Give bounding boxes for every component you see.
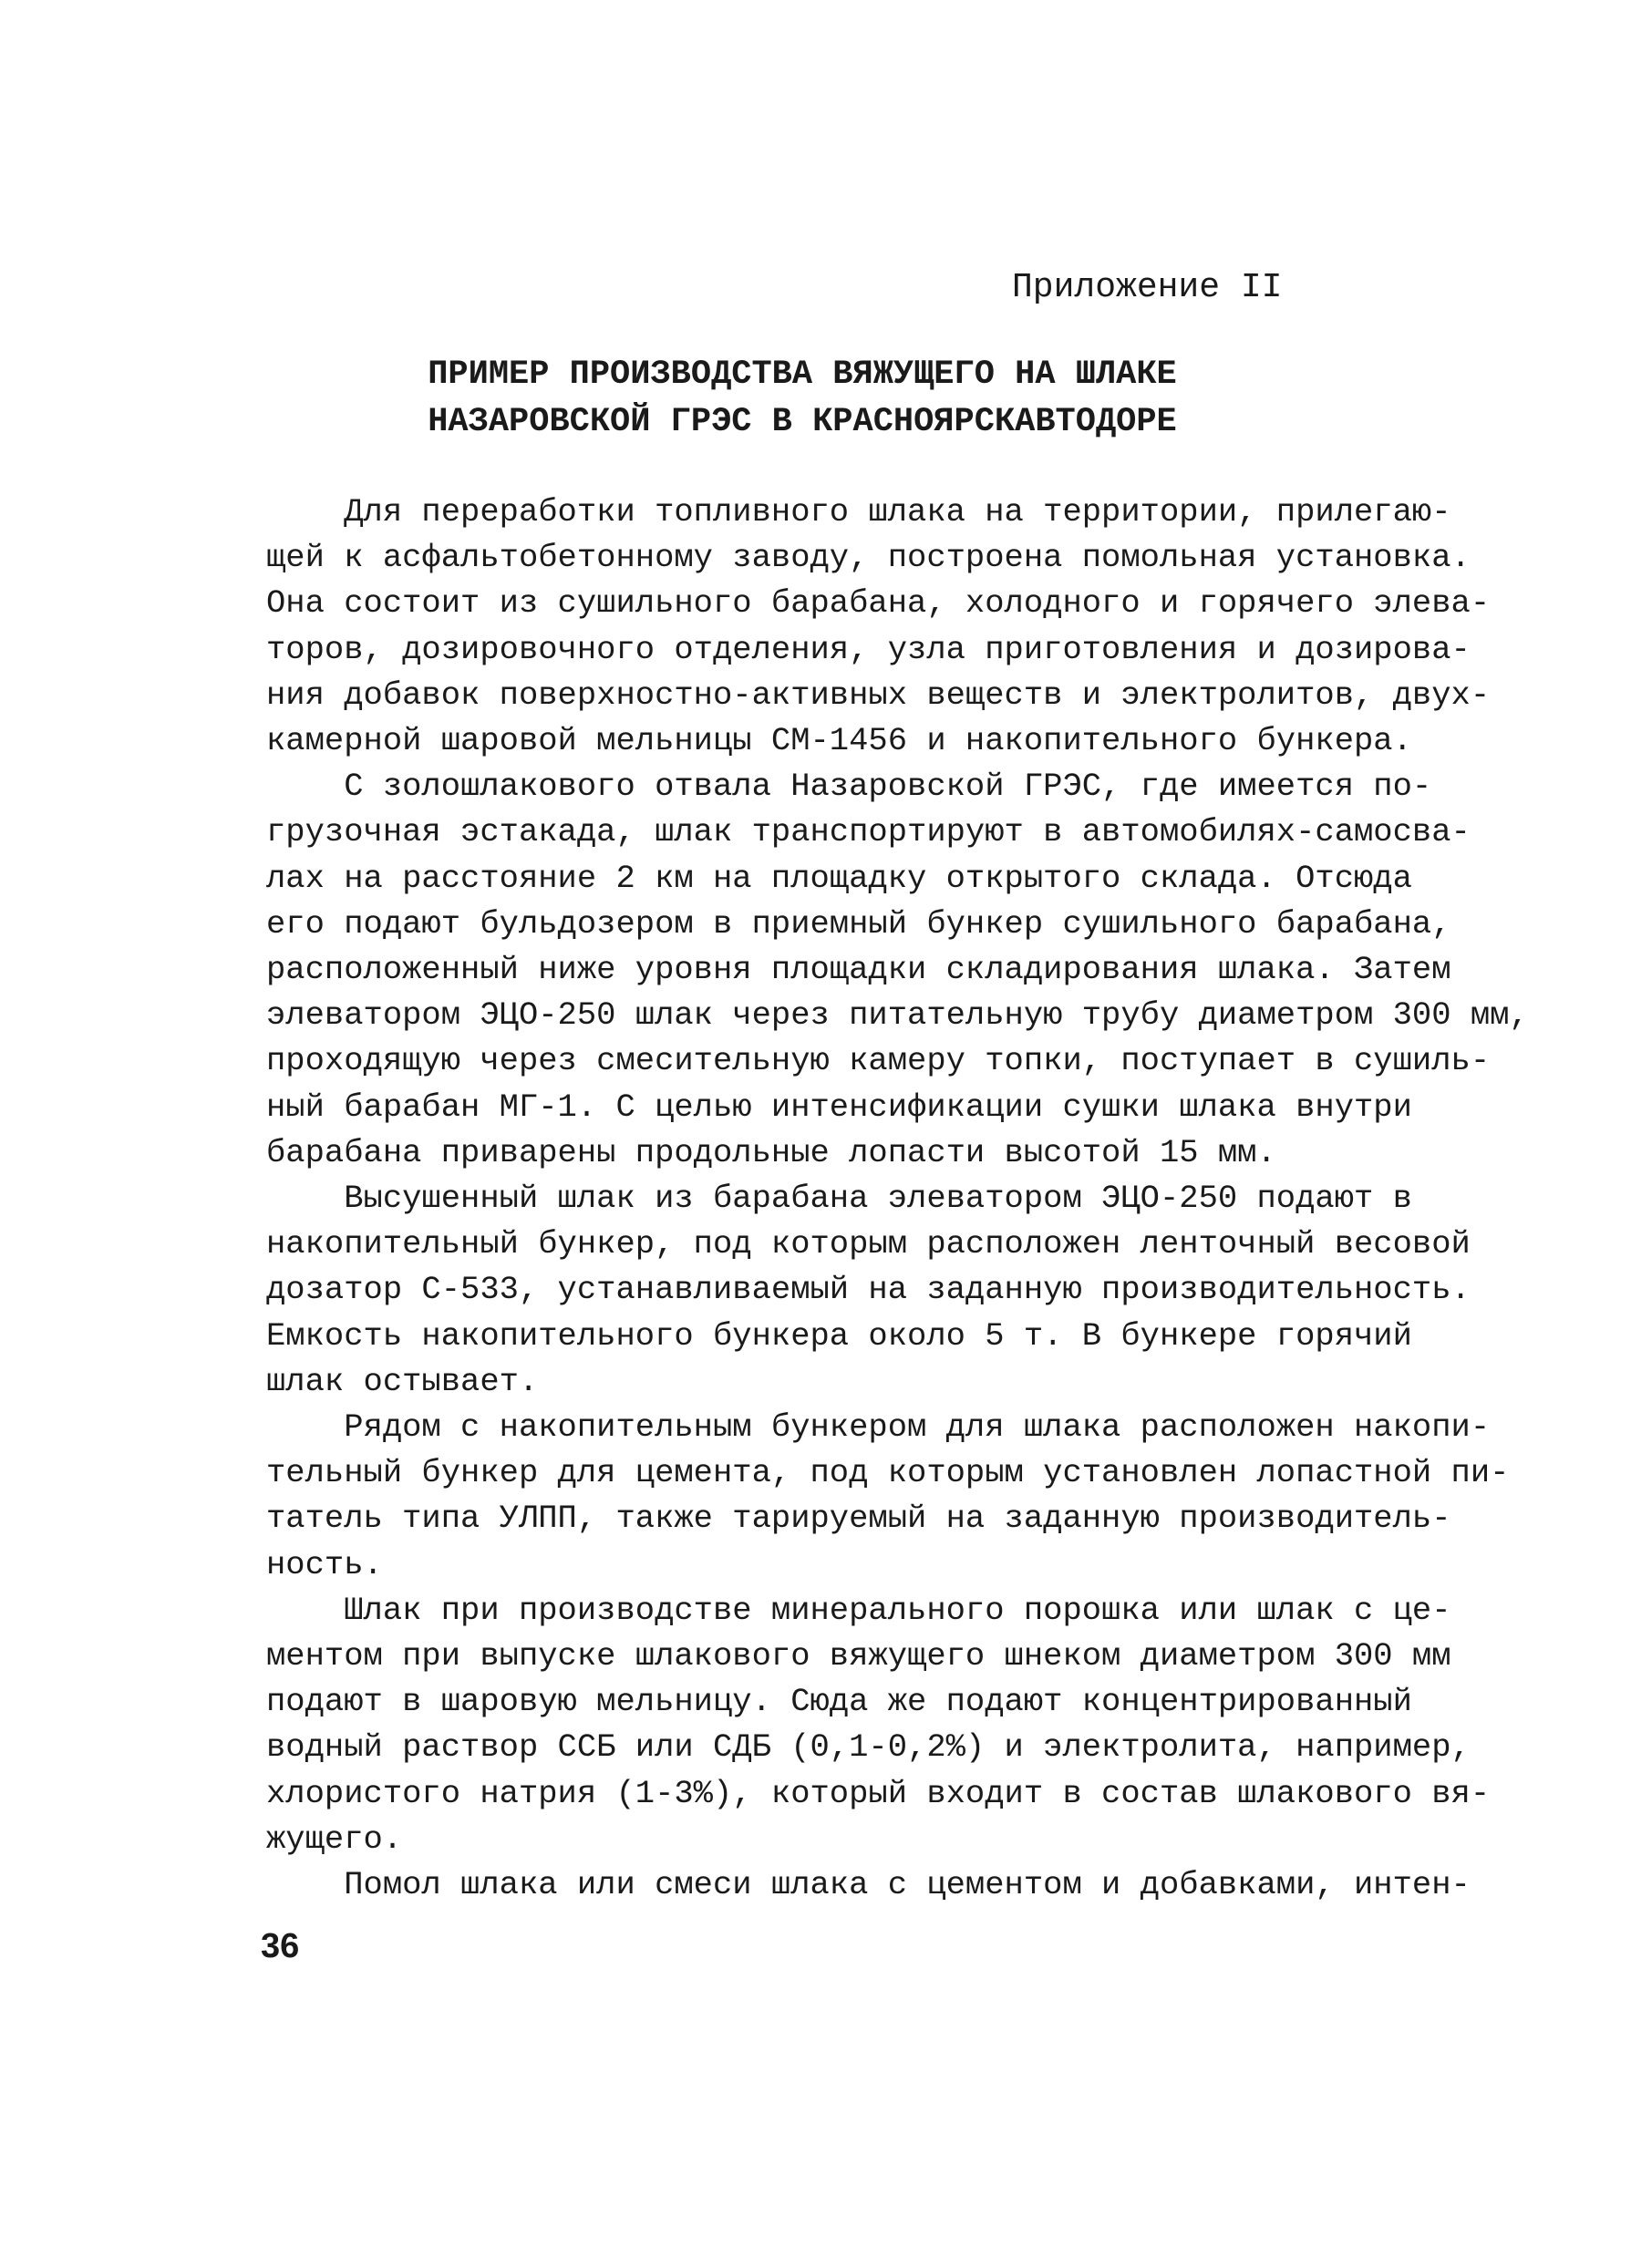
text-line: элеватором ЭЦО-250 шлак через питательную трубу диаметром 300 мм, [266,996,1529,1035]
text-line: дозатор С-533, устанавливаемый на заданную производительность. [266,1271,1471,1309]
text-line: торов, дозировочного отделения, узла приготовления и дозирова- [266,630,1471,668]
text-line: татель типа УЛПП, также тарируемый на заданную производитель- [266,1500,1451,1538]
text-line: лах на расстояние 2 км на площадку открытого склада. Отсюда [266,859,1412,897]
text-line: проходящую через смесительную камеру топки, поступает в сушиль- [266,1042,1491,1080]
text-line: ния добавок поверхностно-активных веществ и электролитов, двух- [266,675,1491,714]
text-line: тельный бункер для цемента, под которым установлен лопастной пи- [266,1454,1510,1492]
title-line: НАЗАРОВСКОЙ ГРЭС В КРАСНОЯРСКАВТОДОРЕ [428,403,1177,441]
text-line: щей к асфальтобетонному заводу, построена помольная установка. [266,539,1471,577]
title-line: ПРИМЕР ПРОИЗВОДСТВА ВЯЖУЩЕГО НА ШЛАКЕ [428,356,1177,394]
appendix-label: Приложение II [1012,268,1283,307]
page-number: 36 [261,1927,300,1965]
text-line: Помол шлака или смеси шлака с цементом и добавками, интен- [266,1866,1471,1904]
text-line: накопительный бункер, под которым расположен ленточный весовой [266,1225,1471,1263]
document-title [264,351,1340,446]
text-line: ный барабан МГ-1. С целью интенсификации сушки шлака внутри [266,1088,1412,1126]
text-line: Рядом с накопительным бункером для шлака расположен накопи- [266,1408,1491,1447]
text-line: ментом при выпуске шлакового вяжущего шнеком диаметром 300 мм [266,1637,1451,1675]
text-line: водный раствор ССБ или СДБ (0,1-0,2%) и электролита, например, [266,1728,1471,1767]
body-text [266,490,1529,1908]
text-line: ность. [266,1545,383,1583]
text-line: шлак остывает. [266,1362,539,1400]
text-line: Высушенный шлак из барабана элеватором ЭЦО-250 подают в [266,1180,1412,1218]
text-line: подают в шаровую мельницу. Сюда же подают концентрированный [266,1683,1412,1721]
text-line: Емкость накопительного бункера около 5 т. В бункере горячий [266,1316,1412,1355]
text-line: грузочная эстакада, шлак транспортируют в автомобилях-самосва- [266,813,1471,851]
text-line: Шлак при производстве минерального порошка или шлак с це- [266,1591,1451,1629]
text-line: Она состоит из сушильного барабана, холодного и горячего элева- [266,584,1491,623]
text-line: его подают бульдозером в приемный бункер сушильного барабана, [266,904,1451,943]
text-line: хлористого натрия (1-3%), который входит в состав шлакового вя- [266,1774,1491,1812]
text-line: камерной шаровой мельницы СМ-1456 и накопительного бункера. [266,722,1412,760]
text-line: Для переработки топливного шлака на территории, прилегаю- [266,493,1451,531]
text-line: расположенный ниже уровня площадки складирования шлака. Затем [266,951,1451,989]
text-line: С золошлакового отвала Назаровской ГРЭС, где имеется по- [266,768,1432,806]
text-line: жущего. [266,1820,403,1858]
text-line: барабана приварены продольные лопасти высотой 15 мм. [266,1133,1276,1171]
